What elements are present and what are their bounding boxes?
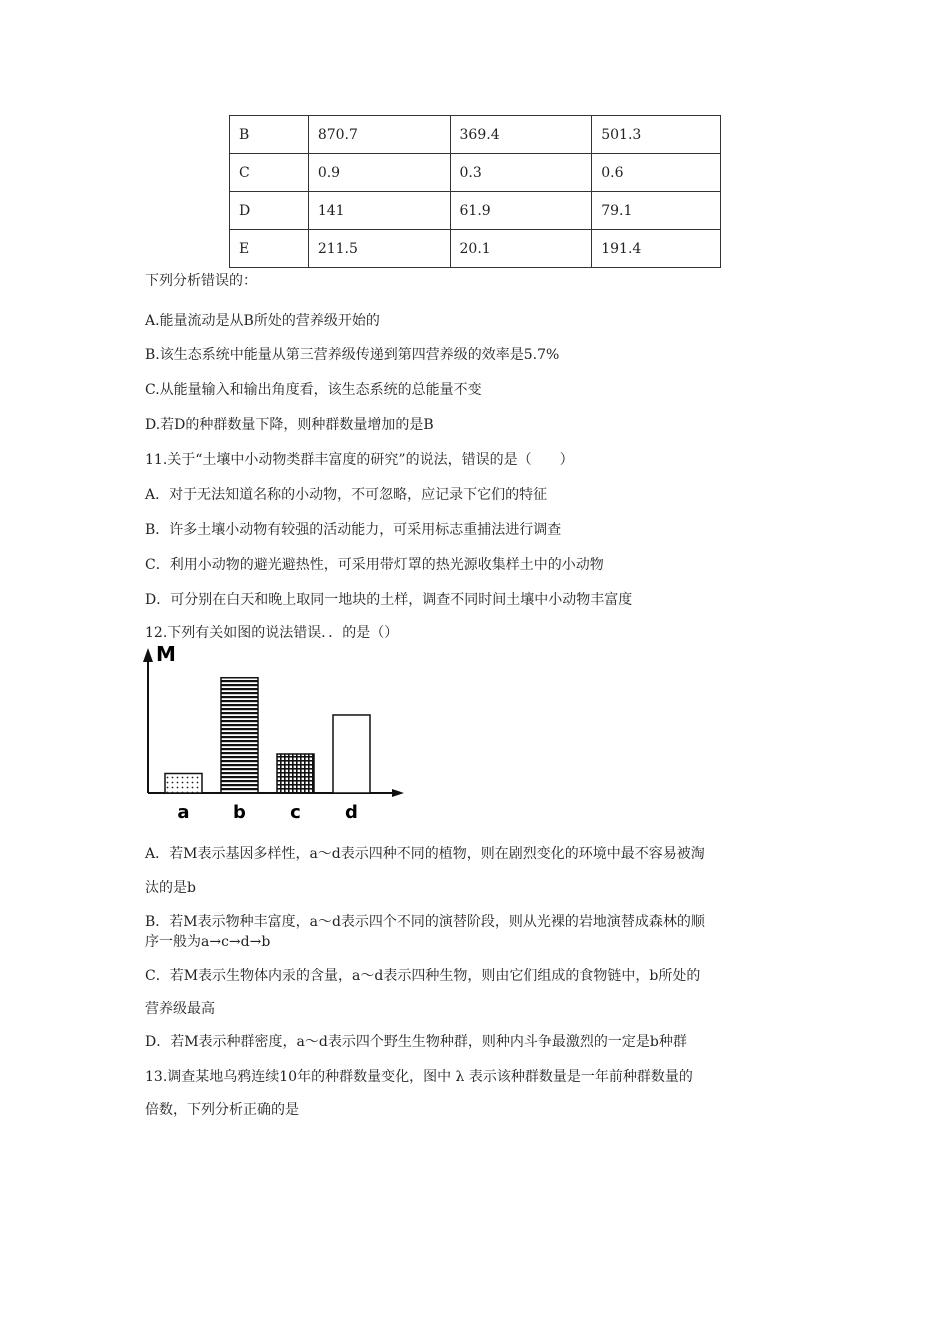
table-row (230, 116, 721, 154)
q11-option-a: A．对于无法知道名称的小动物，不可忽略，应记录下它们的特征 (145, 487, 548, 503)
bar-label-c: c (290, 802, 301, 823)
table-row (230, 192, 721, 230)
table-row (230, 230, 721, 268)
table-cell: 0.9 (308, 154, 450, 192)
y-axis-arrow (143, 648, 153, 662)
q12-option-a-line1: A．若M表示基因多样性，a～d表示四种不同的植物，则在剧烈变化的环境中最不容易被淘 (145, 846, 705, 862)
table-cell: 61.9 (450, 192, 592, 230)
q12-option-b-line1: B．若M表示物种丰富度，a～d表示四个不同的演替阶段，则从光裸的岩地演替成森林的顺 (145, 914, 705, 930)
table-cell: B (230, 116, 309, 154)
q10-option-d: D.若D的种群数量下降，则种群数量增加的是B (145, 417, 434, 433)
table-cell: 369.4 (450, 116, 592, 154)
q12-option-c-line2: 营养级最高 (145, 1001, 215, 1017)
q12-option-c-line1: C．若M表示生物体内汞的含量，a～d表示四种生物，则由它们组成的食物链中，b所处的 (145, 968, 701, 984)
q10-option-a: A.能量流动是从B所处的营养级开始的 (145, 313, 380, 329)
bar-chart (140, 640, 410, 825)
q10-option-b: B.该生态系统中能量从第三营养级传递到第四营养级的效率是5.7% (145, 347, 560, 363)
table-row (230, 154, 721, 192)
bar-d (333, 715, 370, 793)
table-cell: 20.1 (450, 230, 592, 268)
x-axis-arrow (392, 789, 404, 797)
q10-option-c: C.从能量输入和输出角度看，该生态系统的总能量不变 (145, 382, 482, 398)
bar-label-a: a (177, 802, 190, 823)
table-cell: 191.4 (592, 230, 721, 268)
table-cell: 0.6 (592, 154, 721, 192)
table-cell: 870.7 (308, 116, 450, 154)
q11-option-b: B．许多土壤小动物有较强的活动能力，可采用标志重捕法进行调查 (145, 522, 562, 538)
table-cell: 501.3 (592, 116, 721, 154)
bar-label-d: d (345, 802, 358, 823)
bar-a (165, 773, 202, 793)
q12-stem: 12.下列有关如图的说法错误．．的是（） (145, 625, 399, 641)
q12-option-b-line2: 序一般为a→c→d→b (145, 934, 271, 950)
table-cell: 0.3 (450, 154, 592, 192)
table-cell: 211.5 (308, 230, 450, 268)
table-cell: 79.1 (592, 192, 721, 230)
bar-c (277, 754, 314, 793)
table-cell: D (230, 192, 309, 230)
q10-stem: 下列分析错误的： (145, 273, 257, 289)
q13-stem-line2: 倍数，下列分析正确的是 (145, 1102, 299, 1118)
q11-stem: 11.关于“土壤中小动物类群丰富度的研究”的说法，错误的是（ ） (145, 452, 574, 468)
table-cell: E (230, 230, 309, 268)
bar-b (221, 678, 258, 793)
table-cell: C (230, 154, 309, 192)
bars-group (165, 678, 370, 793)
q13-stem-line1: 13.调查某地乌鸦连续10年的种群数量变化，图中 λ 表示该种群数量是一年前种群数量的 (145, 1069, 693, 1085)
q11-option-d: D．可分别在白天和晚上取同一地块的土样，调查不同时间土壤中小动物丰富度 (145, 592, 633, 608)
q11-option-c: C．利用小动物的避光避热性，可采用带灯罩的热光源收集样土中的小动物 (145, 557, 604, 573)
bar-label-b: b (233, 802, 246, 823)
y-axis-title: M (156, 642, 176, 666)
q12-option-a-line2: 汰的是b (145, 880, 196, 896)
table-cell: 141 (308, 192, 450, 230)
bar-labels-group (177, 802, 358, 823)
q12-option-d: D．若M表示种群密度，a～d表示四个野生生物种群，则种内斗争最激烈的一定是b种群 (145, 1034, 687, 1050)
energy-table (229, 115, 721, 268)
